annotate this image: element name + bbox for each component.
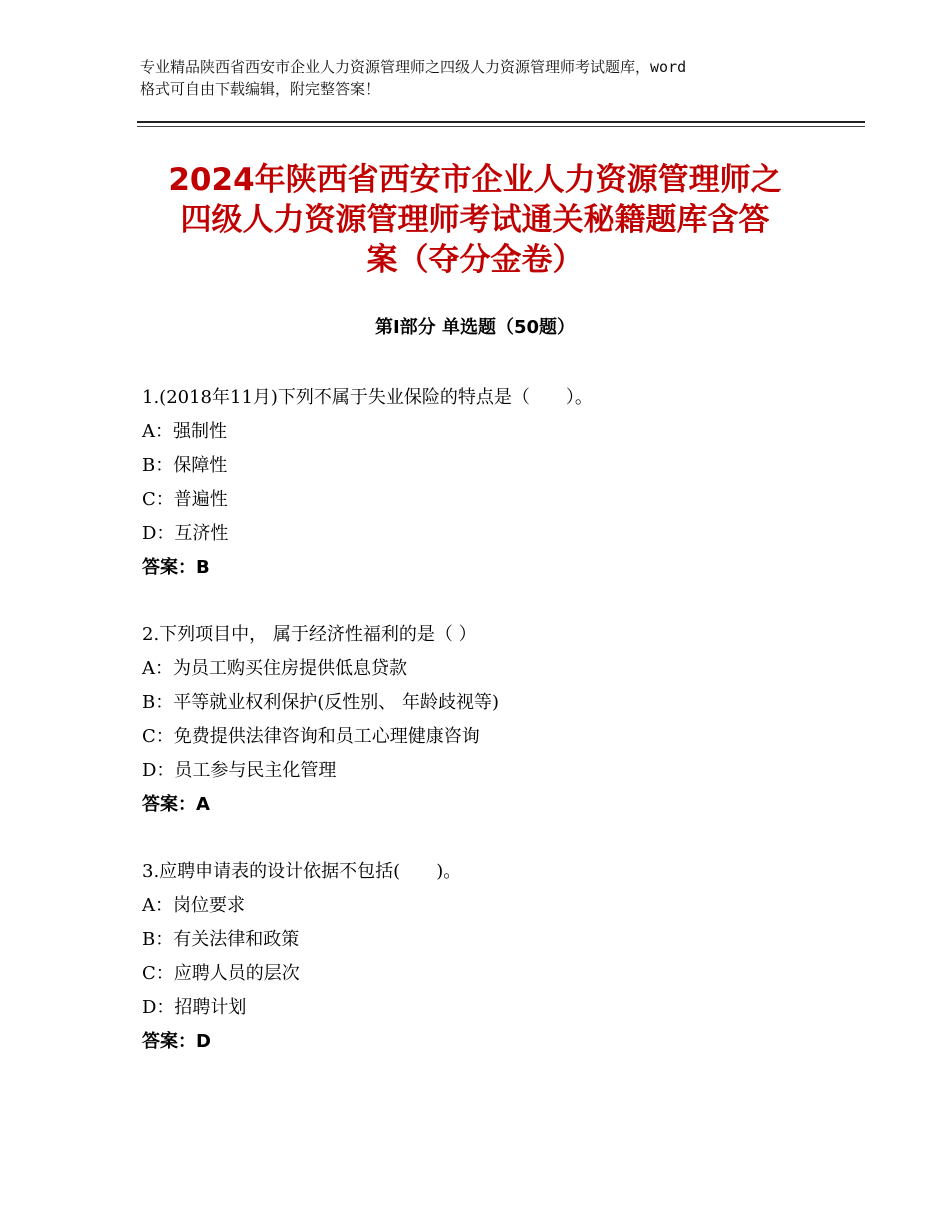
question-3 bbox=[142, 855, 862, 1059]
option-d: D：员工参与民主化管理 bbox=[142, 760, 337, 781]
answer-line: 答案：D bbox=[142, 1031, 211, 1052]
document-title-line-2: 四级人力资源管理师考试通关秘籍题库含答 bbox=[180, 202, 770, 238]
option-c: C：应聘人员的层次 bbox=[142, 963, 300, 984]
question-stem: 2.下列项目中， 属于经济性福利的是（ ） bbox=[142, 624, 477, 645]
option-a: A：强制性 bbox=[142, 421, 227, 442]
option-b: B：保障性 bbox=[142, 455, 228, 476]
document-title-line-3: 案（夺分金卷） bbox=[366, 242, 584, 278]
question-2 bbox=[142, 618, 862, 822]
option-c: C：免费提供法律咨询和员工心理健康咨询 bbox=[142, 726, 480, 747]
option-c: C：普遍性 bbox=[142, 489, 228, 510]
header-note-line-1: 专业精品陕西省西安市企业人力资源管理师之四级人力资源管理师考试题库，word bbox=[140, 58, 687, 76]
option-a: A：岗位要求 bbox=[142, 895, 245, 916]
question-stem: 1.(2018年11月)下列不属于失业保险的特点是（ ）。 bbox=[142, 387, 593, 408]
document-title-line-1: 2024年陕西省西安市企业人力资源管理师之 bbox=[168, 162, 782, 198]
document-title bbox=[130, 160, 820, 280]
answer-line: 答案：B bbox=[142, 557, 210, 578]
question-stem: 3.应聘申请表的设计依据不包括( )。 bbox=[142, 861, 462, 882]
header-note bbox=[140, 56, 830, 100]
option-d: D：招聘计划 bbox=[142, 997, 247, 1018]
section-heading: 第Ⅰ部分 单选题（50题） bbox=[374, 317, 575, 338]
header-divider-thick bbox=[137, 121, 865, 123]
option-a: A：为员工购买住房提供低息贷款 bbox=[142, 658, 407, 679]
option-b: B：有关法律和政策 bbox=[142, 929, 300, 950]
question-1 bbox=[142, 381, 862, 585]
option-b: B：平等就业权利保护(反性别、 年龄歧视等) bbox=[142, 692, 499, 713]
header-divider-thin bbox=[137, 126, 865, 127]
header-note-line-2: 格式可自由下载编辑，附完整答案！ bbox=[140, 80, 381, 98]
answer-line: 答案：A bbox=[142, 794, 210, 815]
question-list bbox=[142, 381, 862, 1092]
option-d: D：互济性 bbox=[142, 523, 229, 544]
